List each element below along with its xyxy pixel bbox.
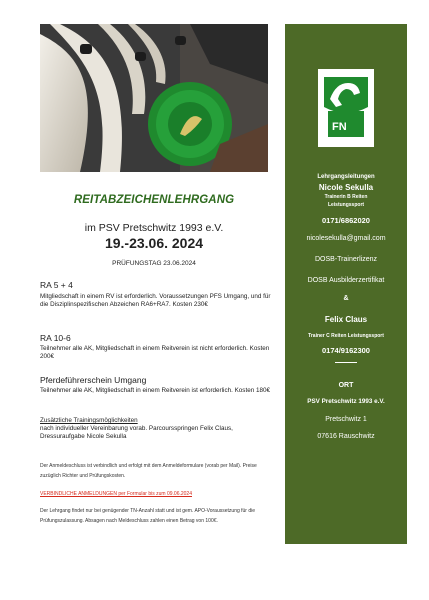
place-city: 07616 Rauschwitz xyxy=(317,433,375,440)
exam-day: PRÜFUNGSTAG 23.06.2024 xyxy=(112,260,196,267)
section-ra-5-4-text: Mitgliedschaft in einem RV ist erforderlich. Voraussetzungen PFS Umgang, und für die Disziplinspezifischen Abzeichen RA6+RA7. Kosten 230€ xyxy=(40,293,271,309)
place-street: Pretschwitz 1 xyxy=(325,416,367,423)
registration-note: Der Anmeldeschluss ist verbindlich und erfolgt mit dem Anmeldeformulare (vorab per Mail). Preise zuzüglich Richter und Prüfungskosten. xyxy=(40,463,257,479)
fn-horse-icon xyxy=(318,69,374,147)
event-venue: im PSV Pretschwitz 1993 e.V. xyxy=(84,222,224,234)
horse-rosette-photo xyxy=(40,24,268,172)
panel-separator xyxy=(335,362,357,363)
leader1-name: Nicole Sekulla xyxy=(318,183,374,192)
binding-registration xyxy=(40,490,276,500)
section-ra-10-6-text: Teilnehmer alle AK, Mitgliedschaft in einem Reitverein ist nicht erforderlich. Kosten 200€ xyxy=(40,345,270,361)
section-pferdefuehrerschein-text: Teilnehmer alle AK, Mitgliedschaft in einem Reitverein ist erforderlich. Kosten 180€ xyxy=(40,387,270,394)
leader2-name: Felix Claus xyxy=(324,315,368,324)
section-ra-5-4-heading: RA 5 + 4 xyxy=(40,280,73,290)
section-pferdefuehrerschein-heading: Pferdeführerschein Umgang xyxy=(40,375,147,385)
place-club: PSV Pretschwitz 1993 e.V. xyxy=(307,398,385,405)
extra-training-heading xyxy=(40,417,276,425)
ampersand: & xyxy=(343,295,349,302)
fn-logo xyxy=(318,69,374,147)
conditions-note: Der Lehrgang findet nur bei genügender TN-Anzahl statt und ist gem. APO-Voraussetzung für die Prüfungszulassung. Absagen nach Meldeschluss zahlen einen Betrag von 100€. xyxy=(40,508,256,524)
event-dates: 19.-23.06. 2024 xyxy=(104,235,204,251)
leader1-phone: 0171/6862020 xyxy=(322,216,370,225)
binding-registration-text: VERBINDLICHE ANMELDUNGEN per Formular bis zum 09.06.2024 xyxy=(40,491,192,497)
place-label: ORT xyxy=(338,382,354,389)
event-title: REITABZEICHENLEHRGANG xyxy=(73,194,235,206)
leader1-email: nicolesekulla@gmail.com xyxy=(306,235,386,242)
fn-logo-text: FN xyxy=(332,121,347,133)
leaders-label: Lehrgangsleitungen xyxy=(317,174,375,180)
section-ra-10-6-heading: RA 10-6 xyxy=(40,333,71,343)
leader1-license1: DOSB-Trainerlizenz xyxy=(315,256,377,263)
extra-training-text: nach individueller Vereinbarung vorab. Parcoursspringen Felix Claus, Dressuraufgabe Nicole Sekulla xyxy=(40,425,233,441)
leader1-role2: Leistungssport xyxy=(327,202,365,208)
leader2-role: Trainer C Reiten Leistungssport xyxy=(308,333,384,339)
leader2-phone: 0174/9162300 xyxy=(322,346,370,355)
leader1-license2: DOSB Ausbilderzertifikat xyxy=(307,277,385,284)
leader1-role1: Trainerin B Reiten xyxy=(324,194,368,200)
contact-panel xyxy=(285,24,407,544)
extra-training-heading-text: Zusätzliche Trainingsmöglichkeiten xyxy=(40,417,138,424)
